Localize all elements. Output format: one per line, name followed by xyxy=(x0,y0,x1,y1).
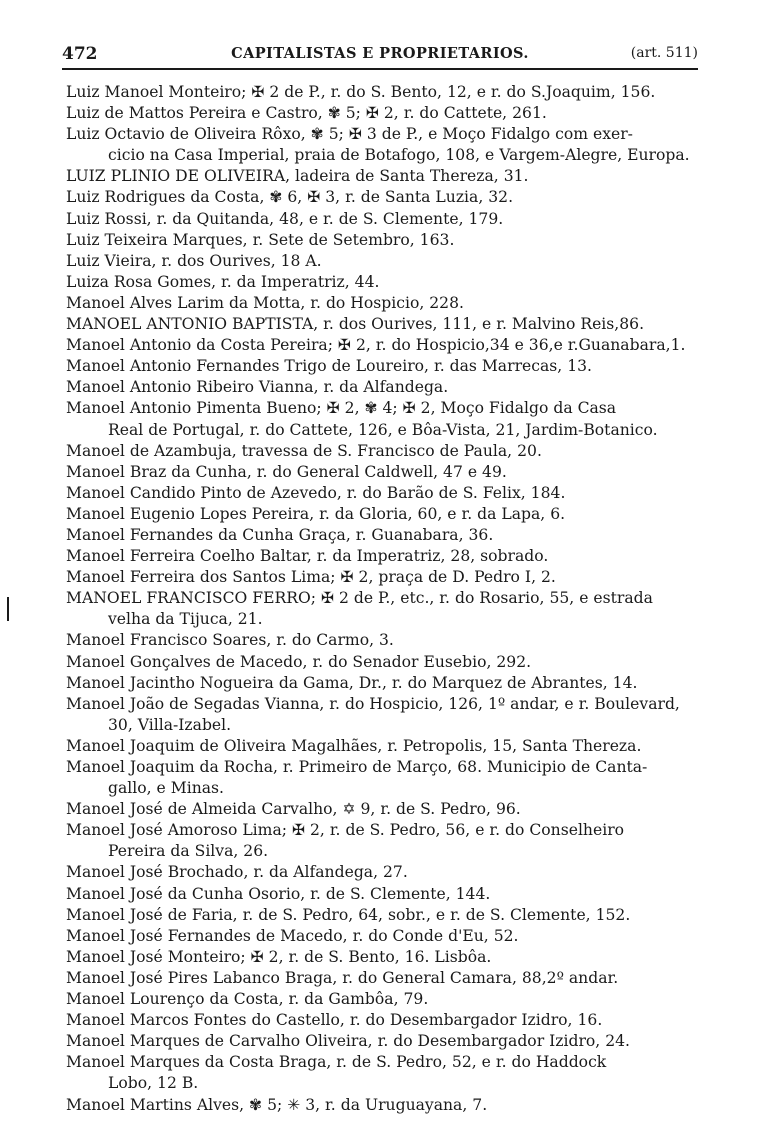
entry-continuation: Lobo, 12 B. xyxy=(108,1074,199,1093)
directory-entry xyxy=(66,103,702,124)
entry-text: Manoel Joaquim de Oliveira Magalhães, r. Petropolis, 15, Santa Thereza. xyxy=(66,736,642,755)
directory-entry xyxy=(66,757,702,799)
entry-continuation: Real de Portugal, r. do Cattete, 126, e Bôa-Vista, 21, Jardim-Botanico. xyxy=(108,420,658,439)
entry-text: Manoel Antonio Fernandes Trigo de Loureiro, r. das Marrecas, 13. xyxy=(66,357,592,376)
directory-entry xyxy=(66,314,702,335)
directory-entry xyxy=(66,525,702,546)
entry-text: Manoel Gonçalves de Macedo, r. do Senador Eusebio, 292. xyxy=(66,652,532,671)
entry-text: Manoel Alves Larim da Motta, r. do Hospicio, 228. xyxy=(66,293,464,312)
directory-entry xyxy=(66,947,702,968)
directory-entry xyxy=(66,272,702,293)
entry-text: Manoel Candido Pinto de Azevedo, r. do Barão de S. Felix, 184. xyxy=(66,483,566,502)
directory-entry xyxy=(66,736,702,757)
directory-entry xyxy=(66,1095,702,1116)
running-title: CAPITALISTAS E PROPRIETARIOS. xyxy=(231,45,529,62)
directory-entry xyxy=(66,504,702,525)
directory-entry xyxy=(66,799,702,820)
directory-entry xyxy=(66,1010,702,1031)
directory-entry xyxy=(66,1031,702,1052)
entry-text: Luiz Teixeira Marques, r. Sete de Setembro, 163. xyxy=(66,230,455,249)
entry-text: Manoel Francisco Soares, r. do Carmo, 3. xyxy=(66,631,394,650)
entry-text: Luiza Rosa Gomes, r. da Imperatriz, 44. xyxy=(66,272,380,291)
entry-text: Luiz Octavio de Oliveira Rôxo, ✾ 5; ✠ 3 de P., e Moço Fidalgo com exer- xyxy=(66,125,633,144)
directory-entry xyxy=(66,1052,702,1094)
directory-entry xyxy=(66,251,702,272)
entry-text: Manoel José Pires Labanco Braga, r. do General Camara, 88,2º andar. xyxy=(66,968,619,987)
article-reference: (art. 511) xyxy=(630,45,698,61)
entry-text: Manoel José Monteiro; ✠ 2, r. de S. Bento, 16. Lisbôa. xyxy=(66,947,492,966)
entry-text: Manoel José Amoroso Lima; ✠ 2, r. de S. Pedro, 56, e r. do Conselheiro xyxy=(66,821,625,840)
entry-text: MANOEL FRANCISCO FERRO; ✠ 2 de P., etc., r. do Rosario, 55, e estrada xyxy=(66,589,653,608)
directory-entry xyxy=(66,989,702,1010)
entry-continuation: velha da Tijuca, 21. xyxy=(108,610,263,629)
directory-entry xyxy=(66,441,702,462)
entry-text: LUIZ PLINIO DE OLIVEIRA, ladeira de Santa Thereza, 31. xyxy=(66,167,529,186)
entry-text: Manoel Marcos Fontes do Castello, r. do Desembargador Izidro, 16. xyxy=(66,1011,603,1030)
entry-text: Manoel Ferreira dos Santos Lima; ✠ 2, praça de D. Pedro I, 2. xyxy=(66,568,556,587)
entry-text: Luiz de Mattos Pereira e Castro, ✾ 5; ✠ 2, r. do Cattete, 261. xyxy=(66,104,547,123)
entry-text: Manoel Jacintho Nogueira da Gama, Dr., r. do Marquez de Abrantes, 14. xyxy=(66,673,638,692)
directory-entry xyxy=(66,230,702,251)
entry-continuation: Pereira da Silva, 26. xyxy=(108,842,269,861)
entry-text: Manoel Antonio da Costa Pereira; ✠ 2, r. do Hospicio,34 e 36,e r.Guanabara,1. xyxy=(66,336,686,355)
directory-entry xyxy=(66,293,702,314)
entry-text: Manoel José de Faria, r. de S. Pedro, 64, sobr., e r. de S. Clemente, 152. xyxy=(66,905,631,924)
directory-entry xyxy=(66,335,702,356)
entry-text: Manoel Martins Alves, ✾ 5; ✳ 3, r. da Uruguayana, 7. xyxy=(66,1095,488,1114)
directory-entry xyxy=(66,483,702,504)
entry-text: Manoel Lourenço da Costa, r. da Gambôa, 79. xyxy=(66,990,429,1009)
directory-entry xyxy=(66,820,702,862)
directory-entry xyxy=(66,673,702,694)
entry-text: MANOEL ANTONIO BAPTISTA, r. dos Ourives, 111, e r. Malvino Reis,86. xyxy=(66,315,645,334)
directory-entry xyxy=(66,377,702,398)
entry-text: Luiz Rossi, r. da Quitanda, 48, e r. de S. Clemente, 179. xyxy=(66,209,504,228)
entry-text: Manoel Marques da Costa Braga, r. de S. Pedro, 52, e r. do Haddock xyxy=(66,1053,607,1072)
directory-entry xyxy=(66,209,702,230)
directory-entry xyxy=(66,884,702,905)
directory-entry xyxy=(66,588,702,630)
directory-entry xyxy=(66,356,702,377)
entry-text: Manoel José de Almeida Carvalho, ✡ 9, r. de S. Pedro, 96. xyxy=(66,800,521,819)
entry-text: Manoel Antonio Pimenta Bueno; ✠ 2, ✾ 4; ✠ 2, Moço Fidalgo da Casa xyxy=(66,399,617,418)
directory-entry xyxy=(66,862,702,883)
directory-entry xyxy=(66,82,702,103)
directory-entry xyxy=(66,652,702,673)
entry-text: Manoel Joaquim da Rocha, r. Primeiro de Março, 68. Municipio de Canta- xyxy=(66,758,648,776)
margin-mark xyxy=(7,597,9,621)
directory-entry xyxy=(66,694,702,736)
directory-entry xyxy=(66,398,702,440)
directory-entry xyxy=(66,968,702,989)
entry-continuation: gallo, e Minas. xyxy=(108,779,224,798)
entry-list xyxy=(66,82,702,1116)
entry-continuation: 30, Villa-Izabel. xyxy=(108,715,232,734)
entry-text: Luiz Manoel Monteiro; ✠ 2 de P., r. do S. Bento, 12, e r. do S.Joaquim, 156. xyxy=(66,83,656,101)
directory-entry xyxy=(66,905,702,926)
entry-text: Manoel de Azambuja, travessa de S. Francisco de Paula, 20. xyxy=(66,441,542,460)
directory-entry xyxy=(66,630,702,651)
directory-entry xyxy=(66,926,702,947)
directory-entry xyxy=(66,187,702,208)
directory-entry xyxy=(66,166,702,187)
directory-entry xyxy=(66,546,702,567)
entry-text: Manoel José Fernandes de Macedo, r. do Conde d'Eu, 52. xyxy=(66,926,519,945)
entry-text: Luiz Vieira, r. dos Ourives, 18 A. xyxy=(66,251,322,270)
entry-text: Manoel Marques de Carvalho Oliveira, r. do Desembargador Izidro, 24. xyxy=(66,1032,631,1051)
entry-text: Luiz Rodrigues da Costa, ✾ 6, ✠ 3, r. de Santa Luzia, 32. xyxy=(66,188,514,207)
page-number: 472 xyxy=(62,44,98,64)
entry-text: Manoel João de Segadas Vianna, r. do Hospicio, 126, 1º andar, e r. Boulevard, xyxy=(66,694,680,713)
entry-text: Manoel Antonio Ribeiro Vianna, r. da Alfandega. xyxy=(66,378,449,397)
directory-entry xyxy=(66,462,702,483)
entry-text: Manoel Fernandes da Cunha Graça, r. Guanabara, 36. xyxy=(66,525,494,544)
page-header xyxy=(62,38,698,70)
directory-entry xyxy=(66,124,702,166)
directory-entry xyxy=(66,567,702,588)
entry-continuation: cicio na Casa Imperial, praia de Botafogo, 108, e Vargem-Alegre, Europa. xyxy=(108,146,690,165)
entry-text: Manoel Ferreira Coelho Baltar, r. da Imperatriz, 28, sobrado. xyxy=(66,547,549,566)
entry-text: Manoel Braz da Cunha, r. do General Caldwell, 47 e 49. xyxy=(66,462,507,481)
entry-text: Manoel Eugenio Lopes Pereira, r. da Gloria, 60, e r. da Lapa, 6. xyxy=(66,504,566,523)
entry-text: Manoel José Brochado, r. da Alfandega, 27. xyxy=(66,863,408,882)
entry-text: Manoel José da Cunha Osorio, r. de S. Clemente, 144. xyxy=(66,884,491,903)
